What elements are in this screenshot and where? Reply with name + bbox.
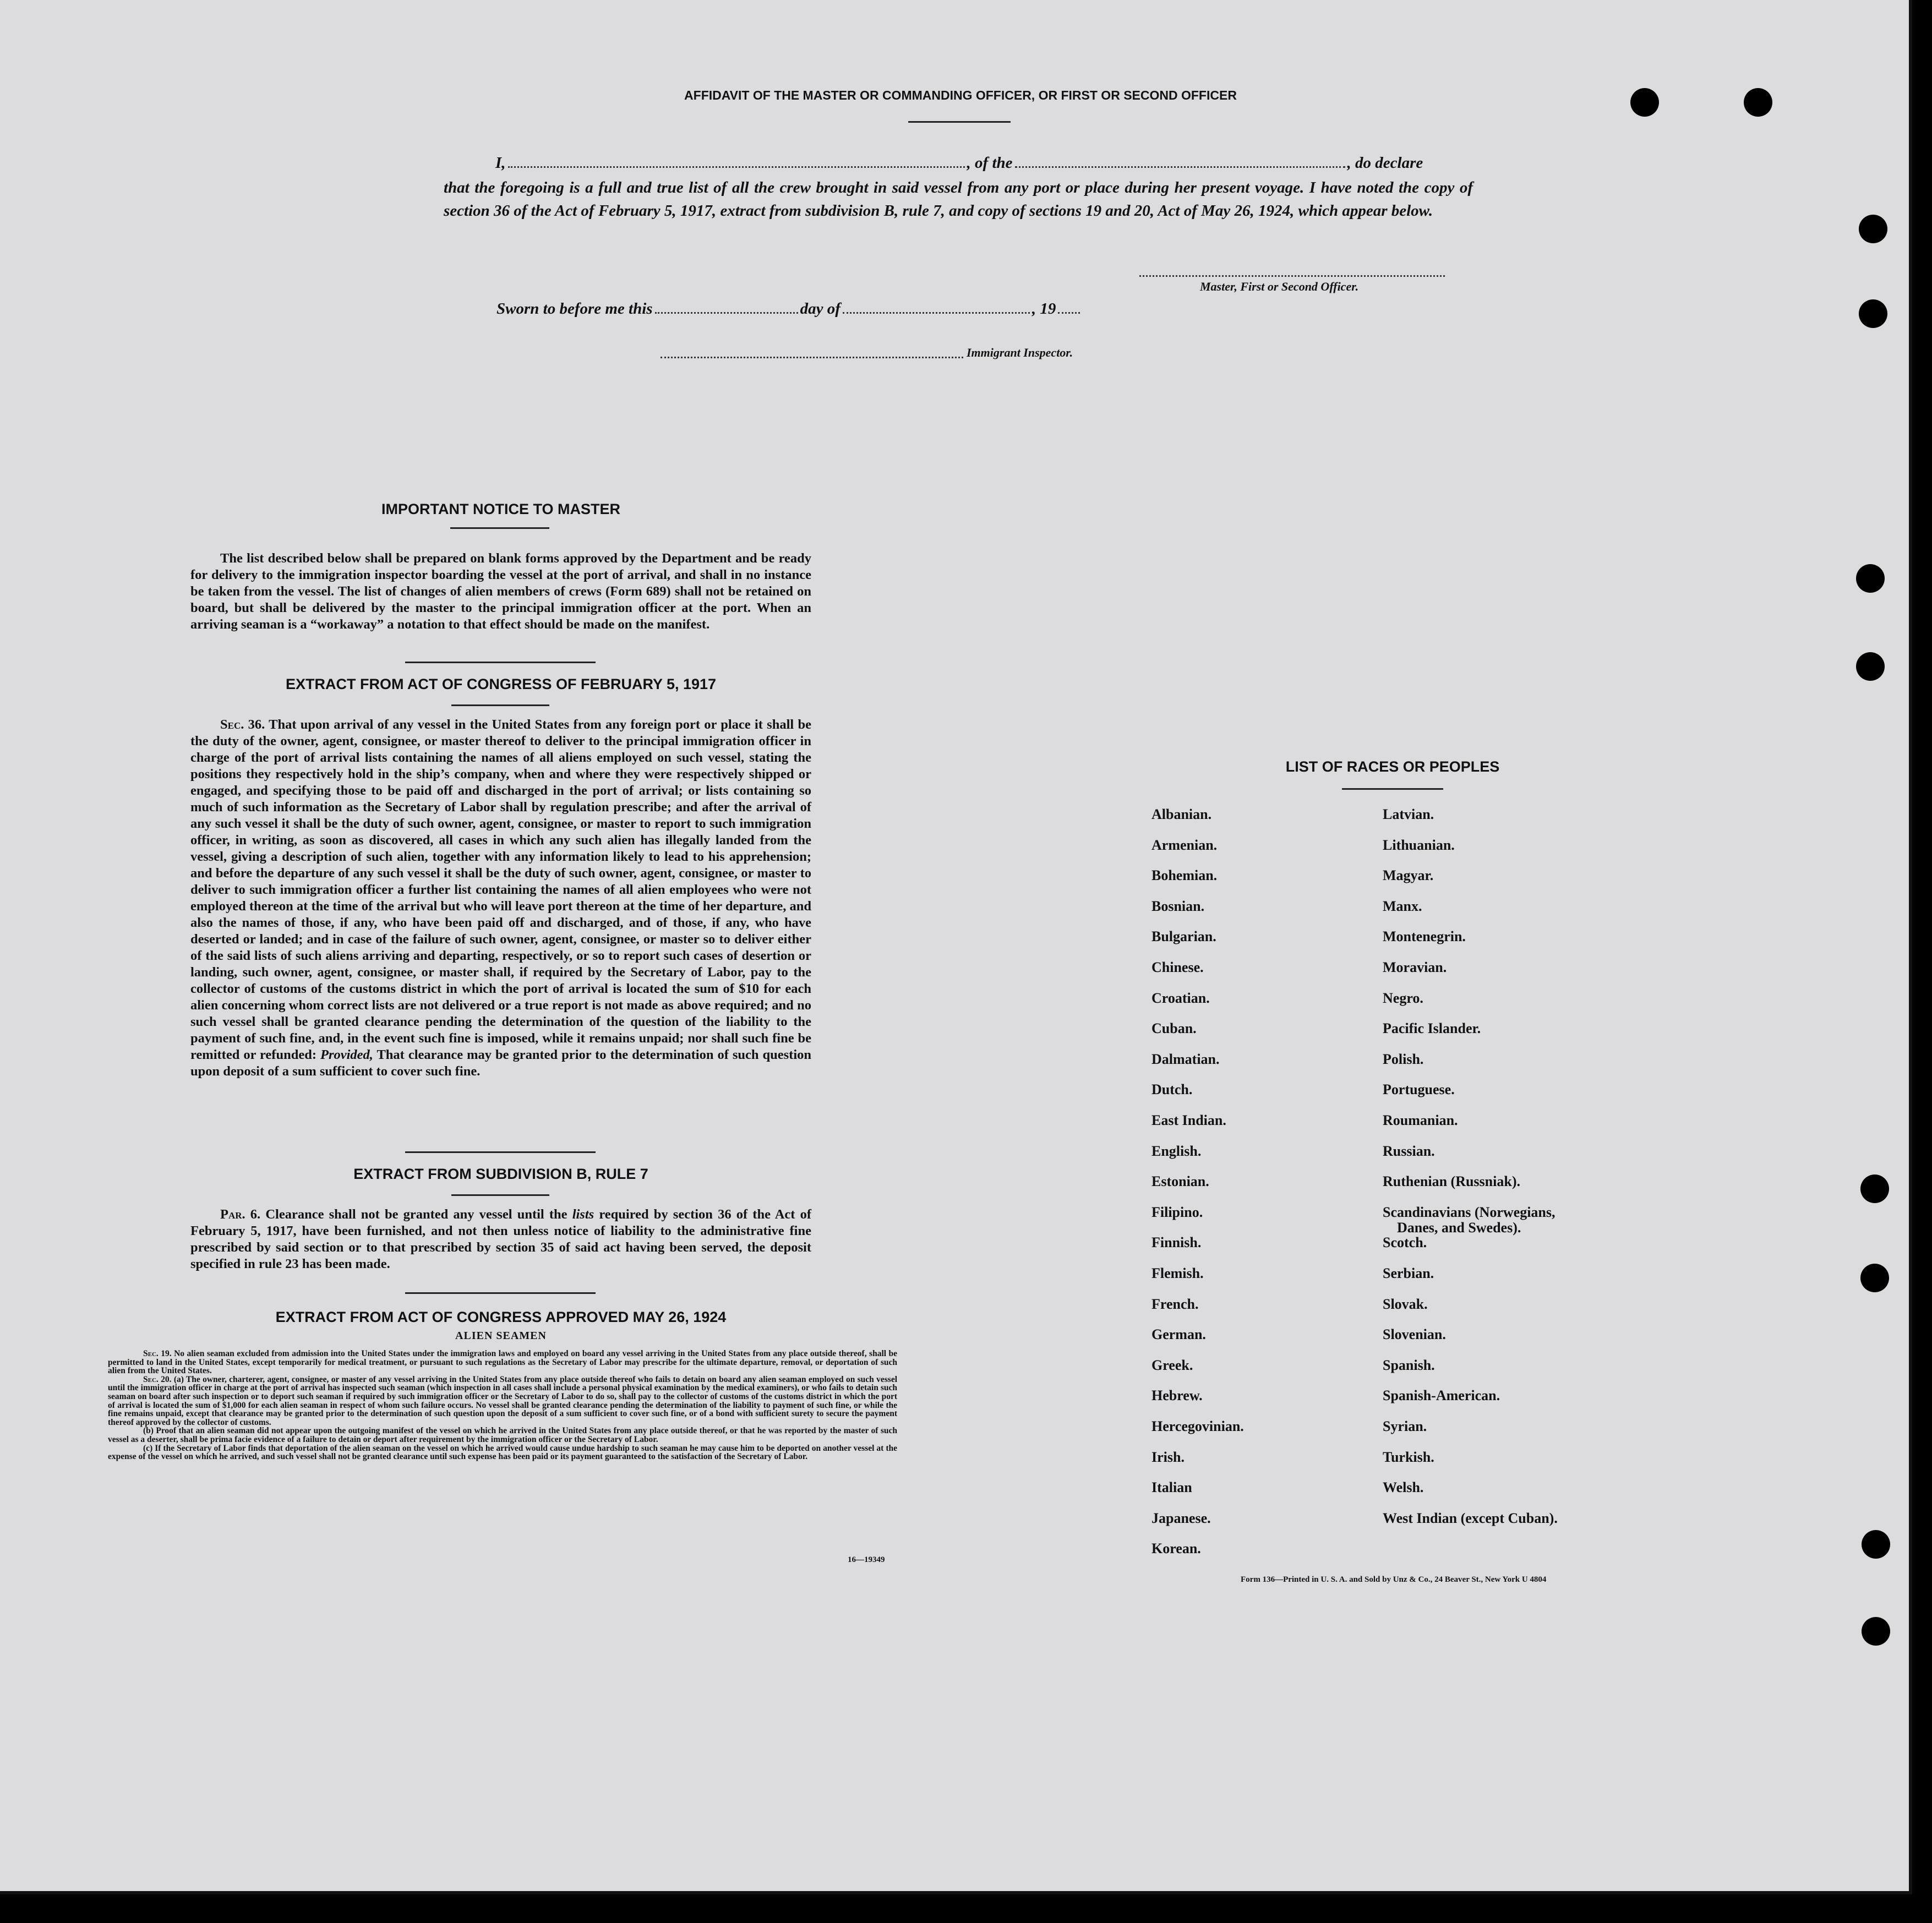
- punch-hole-right-5: [1860, 1174, 1889, 1203]
- affidavit-title-rule: [908, 121, 1011, 123]
- sec-20c-paragraph: (c) If the Secretary of Labor finds that deportation of the alien seaman on the vessel on which he arrived would cause undue hardship to such seaman he may cause him to be deported on another vessel at the expense of the vessel on which he arrived, and such vessel shall not be granted clearance until such expense has been paid or its payment guaranteed to the satisfaction of the Secretary of Labor.: [108, 1443, 897, 1462]
- punch-hole-right-4: [1856, 652, 1885, 681]
- punch-hole-top-2: [1744, 88, 1772, 117]
- races-heading-rule: [1342, 788, 1443, 790]
- race-right-item: Ruthenian (Russniak).: [1383, 1173, 1520, 1190]
- notice-end-rule: [405, 662, 596, 663]
- extract-1917-heading-rule: [451, 704, 549, 706]
- provided-word: Provided,: [320, 1047, 373, 1062]
- race-left-item: Irish.: [1151, 1449, 1185, 1465]
- race-left-item: Bohemian.: [1151, 867, 1218, 884]
- race-right-item: Portuguese.: [1383, 1081, 1455, 1098]
- form-footer: Form 136—Printed in U. S. A. and Sold by Unz & Co., 24 Beaver St., New York U 4804: [1241, 1575, 1547, 1584]
- race-right-item: Syrian.: [1383, 1418, 1427, 1434]
- sec-20b-paragraph: (b) Proof that an alien seaman did not appear upon the outgoing manifest of the vessel on which he arrived in the United States from any place outside thereof, or that he was reported by the master of such vessel as a deserter, shall be prima facie evidence of a failure to detain or deport after requirement by the immigration officer or the Secretary of Labor.: [108, 1426, 897, 1444]
- race-left-item: Italian: [1151, 1479, 1192, 1496]
- race-left-item: Bulgarian.: [1151, 928, 1216, 945]
- race-right-item: Welsh.: [1383, 1479, 1424, 1496]
- sec-19-body: No alien seaman excluded from admission into the United States under the immigration laws and employed on board any vessel arriving in the United States from any place outside thereof, shall be permitted to land in the United States, except temporarily for medical treatment, or pursuant to such regulations as the Secretary of Labor may prescribe for the ultimate departure, removal, or deportation of such alien from the United States.: [108, 1349, 898, 1376]
- race-left-item: French.: [1151, 1296, 1199, 1312]
- affidavit-i-label: I,: [495, 154, 506, 172]
- notice-heading: IMPORTANT NOTICE TO MASTER: [381, 501, 620, 517]
- notice-text: The list described below shall be prepared on blank forms approved by the Department and be ready for delivery to the immigration inspector boarding the vessel at the port of arrival, and shall in no instance be taken from the vessel. The list of changes of alien members of crews (Form 689) shall not be retained on board, but shall be delivered by the master to the principal immigration officer at the port. When an arriving seaman is a “workaway” a notation to that effect should be made on the manifest.: [190, 551, 811, 632]
- punch-hole-right-6: [1860, 1264, 1889, 1292]
- race-right-item: Spanish.: [1383, 1357, 1435, 1373]
- race-left-item: Bosnian.: [1151, 898, 1205, 914]
- punch-hole-right-2: [1859, 299, 1887, 328]
- race-right-item: Lithuanian.: [1383, 837, 1455, 853]
- race-right-item: Spanish-American.: [1383, 1387, 1500, 1404]
- inspector-signature-line: [661, 357, 963, 358]
- race-left-item: Filipino.: [1151, 1204, 1203, 1220]
- par-6-label: Par. 6.: [220, 1207, 261, 1222]
- race-left-item: Japanese.: [1151, 1510, 1211, 1526]
- affidavit-of-the-label: , of the: [967, 154, 1013, 172]
- race-right-item: Moravian.: [1383, 959, 1447, 975]
- vessel-blank: [1015, 166, 1345, 168]
- race-left-item: Hebrew.: [1151, 1387, 1203, 1404]
- race-right-item: Roumanian.: [1383, 1112, 1458, 1128]
- affidavit-title: AFFIDAVIT OF THE MASTER OR COMMANDING OFFICER, OR FIRST OR SECOND OFFICER: [684, 88, 1237, 102]
- affidavit-declare-label: , do declare: [1347, 154, 1423, 172]
- race-left-item: German.: [1151, 1326, 1206, 1343]
- sec-19-label: Sec. 19.: [143, 1349, 172, 1358]
- race-right-item: Turkish.: [1383, 1449, 1434, 1465]
- race-right-item: Scandinavians (Norwegians,: [1383, 1204, 1556, 1220]
- race-right-item: Negro.: [1383, 990, 1423, 1006]
- race-left-item: Chinese.: [1151, 959, 1204, 975]
- sworn-day-blank: [655, 312, 798, 314]
- race-left-item: Dalmatian.: [1151, 1051, 1220, 1067]
- form-code: 16—19349: [848, 1555, 885, 1564]
- affidavit-paragraph: that the foregoing is a full and true list of all the crew brought in said vessel from any port or place during her present voyage. I have noted the copy of section 36 of the Act of February 5, 1917, extract from subdivision B, rule 7, and copy of sections 19 and 20, Act of May 26, 1924, which appear below.: [444, 179, 1473, 220]
- sec-20a-paragraph: [108, 1375, 897, 1427]
- races-heading: LIST OF RACES OR PEOPLES: [1285, 758, 1500, 775]
- day-of-label: day of: [800, 300, 841, 318]
- race-left-item: Hercegovinian.: [1151, 1418, 1244, 1434]
- race-right-item: Slovenian.: [1383, 1326, 1446, 1343]
- rule7-text-b: required by section 36 of the Act of February 5, 1917, have been furnished, and not then unless notice of liability to the administrative fine prescribed by said section or to that prescribed by section 35 of said act having been served, the deposit specified in rule 23 has been made.: [190, 1207, 812, 1271]
- race-left-item: English.: [1151, 1143, 1202, 1159]
- race-right-item: Montenegrin.: [1383, 928, 1466, 945]
- race-left-item: Greek.: [1151, 1357, 1193, 1373]
- race-right-item: West Indian (except Cuban).: [1383, 1510, 1558, 1526]
- race-right-item: Pacific Islander.: [1383, 1020, 1481, 1037]
- punch-hole-right-1: [1859, 215, 1887, 243]
- year-label: , 19: [1032, 300, 1056, 318]
- name-blank: [508, 166, 965, 168]
- race-left-item: Estonian.: [1151, 1173, 1209, 1190]
- sec-20-label: Sec. 20.: [143, 1374, 172, 1384]
- master-signature-line: [1139, 275, 1445, 277]
- race-left-item: Korean.: [1151, 1540, 1201, 1557]
- extract-1924-text: [108, 1350, 897, 1461]
- rule7-text-a: Clearance shall not be granted any vessel until the: [265, 1207, 567, 1222]
- race-right-item: Slovak.: [1383, 1296, 1428, 1312]
- race-right-item-continuation: Danes, and Swedes).: [1397, 1219, 1521, 1236]
- punch-hole-right-8: [1862, 1617, 1890, 1646]
- extract-rule7-heading-rule: [451, 1194, 549, 1196]
- extract-rule7-heading: EXTRACT FROM SUBDIVISION B, RULE 7: [353, 1166, 648, 1182]
- race-right-item: Manx.: [1383, 898, 1422, 914]
- punch-hole-right-3: [1856, 564, 1885, 593]
- sec-20a-body: (a) The owner, charterer, agent, consignee, or master of any vessel arriving in the United States from any place outside thereof who fails to detain on board any alien seaman employed on such vessel until the immigration officer in charge at the port of arrival has inspected such seaman (which inspection in all cases shall include a personal physical examination by the medical examiners), or who fails to detain such seaman on board after such inspection or to deport such seaman if required by such immigration officer or the Secretary of Labor to do so, shall pay to the collector of customs of the customs district in which the port of arrival is located the sum of $1,000 for each alien seaman in respect of whom such failure occurs. No vessel shall be granted clearance pending the determination of the liability to payment of such fine, or while the fine remains unpaid, except that clearance may be granted prior to the determination of such question upon the deposit of a sum sufficient to cover such fine, or of a bond with sufficient surety to secure the payment thereof approved by the collector of customs.: [108, 1374, 898, 1427]
- extract-1924-heading: EXTRACT FROM ACT OF CONGRESS APPROVED MAY 26, 1924: [275, 1309, 727, 1325]
- race-left-item: Finnish.: [1151, 1234, 1202, 1251]
- race-left-item: Croatian.: [1151, 990, 1210, 1006]
- master-caption: Master, First or Second Officer.: [1200, 280, 1359, 293]
- sec-36-label: Sec. 36.: [220, 717, 265, 732]
- sec-36-body: That upon arrival of any vessel in the United States from any foreign port or place it shall be the duty of the owner, agent, consignee, or master thereof to deliver to the principal immigration officer in charge of the port of arrival lists containing the names of all aliens employed on such vessel, stating the positions they respectively hold in the ship’s company, when and where they were respectively shipped or engaged, and specifying those to be paid off and discharged in the port of arrival; or lists containing so much of such information as the Secretary of Labor shall by regulation prescribe; and after the arrival of any such vessel it shall be the duty of such owner, agent, consignee, or master to report to such immigration officer, in writing, as soon as discovered, all cases in which any such alien has illegally landed from the vessel, giving a description of such alien, together with any information likely to lead to his apprehension; and before the departure of any such vessel it shall be the duty of such owner, agent, consignee, or master to deliver to such immigration officer a further list containing the names of all alien employees who were not employed thereon at the time of the arrival but who will leave port thereon at the time of her departure, and also the names of those, if any, who have been paid off and discharged, and of those, if any, who have deserted or landed; and in case of the failure of such owner, agent, consignee, or master so to deliver either of the said lists of such aliens arriving and departing, respectively, or so to report such cases of desertion or landing, such owner, agent, consignee, or master shall, if required by the Secretary of Labor, pay to the collector of customs of the customs district in which the port of arrival is located the sum of $10 for each alien concerning whom correct lists are not delivered or a true report is not made as above required; and no such vessel shall be granted clearance pending the determination of the question of the liability to the payment of such fine, and, in the event such fine is imposed, while it remains unpaid; nor shall such fine be remitted or refunded:: [190, 717, 811, 1062]
- sworn-month-blank: [843, 312, 1030, 314]
- race-right-item: Serbian.: [1383, 1265, 1434, 1281]
- race-right-item: Scotch.: [1383, 1234, 1427, 1251]
- race-right-item: Polish.: [1383, 1051, 1424, 1067]
- race-left-item: East Indian.: [1151, 1112, 1226, 1128]
- affidavit-line-1: [495, 151, 1475, 174]
- sec-19-paragraph: [108, 1350, 897, 1375]
- sec-36-tail: That clearance may be granted prior to the determination of such question upon deposit of a sum sufficient to cover such fine.: [190, 1047, 811, 1079]
- extract-rule7-text: [190, 1206, 811, 1272]
- extract-rule7-end-rule: [405, 1292, 596, 1294]
- race-right-item: Latvian.: [1383, 806, 1434, 822]
- race-left-item: Flemish.: [1151, 1265, 1204, 1281]
- race-left-item: Dutch.: [1151, 1081, 1193, 1098]
- race-left-item: Albanian.: [1151, 806, 1212, 822]
- sworn-label: Sworn to before me this: [496, 300, 653, 318]
- race-left-item: Cuban.: [1151, 1020, 1197, 1037]
- lists-word: lists: [572, 1207, 594, 1222]
- punch-hole-right-7: [1862, 1530, 1890, 1559]
- race-right-item: Russian.: [1383, 1143, 1435, 1159]
- alien-seamen-subheading: ALIEN SEAMEN: [455, 1330, 547, 1342]
- sworn-line: [496, 297, 1082, 320]
- extract-1917-heading: EXTRACT FROM ACT OF CONGRESS OF FEBRUARY 5, 1917: [285, 676, 717, 692]
- notice-heading-rule: [450, 527, 549, 529]
- race-right-item: Magyar.: [1383, 867, 1434, 884]
- race-left-item: Armenian.: [1151, 837, 1218, 853]
- punch-hole-top-1: [1630, 88, 1659, 117]
- inspector-caption: Immigrant Inspector.: [967, 346, 1073, 359]
- extract-1917-text: [190, 717, 811, 1080]
- sworn-year-blank: [1058, 312, 1080, 314]
- extract-1917-end-rule: [405, 1151, 596, 1153]
